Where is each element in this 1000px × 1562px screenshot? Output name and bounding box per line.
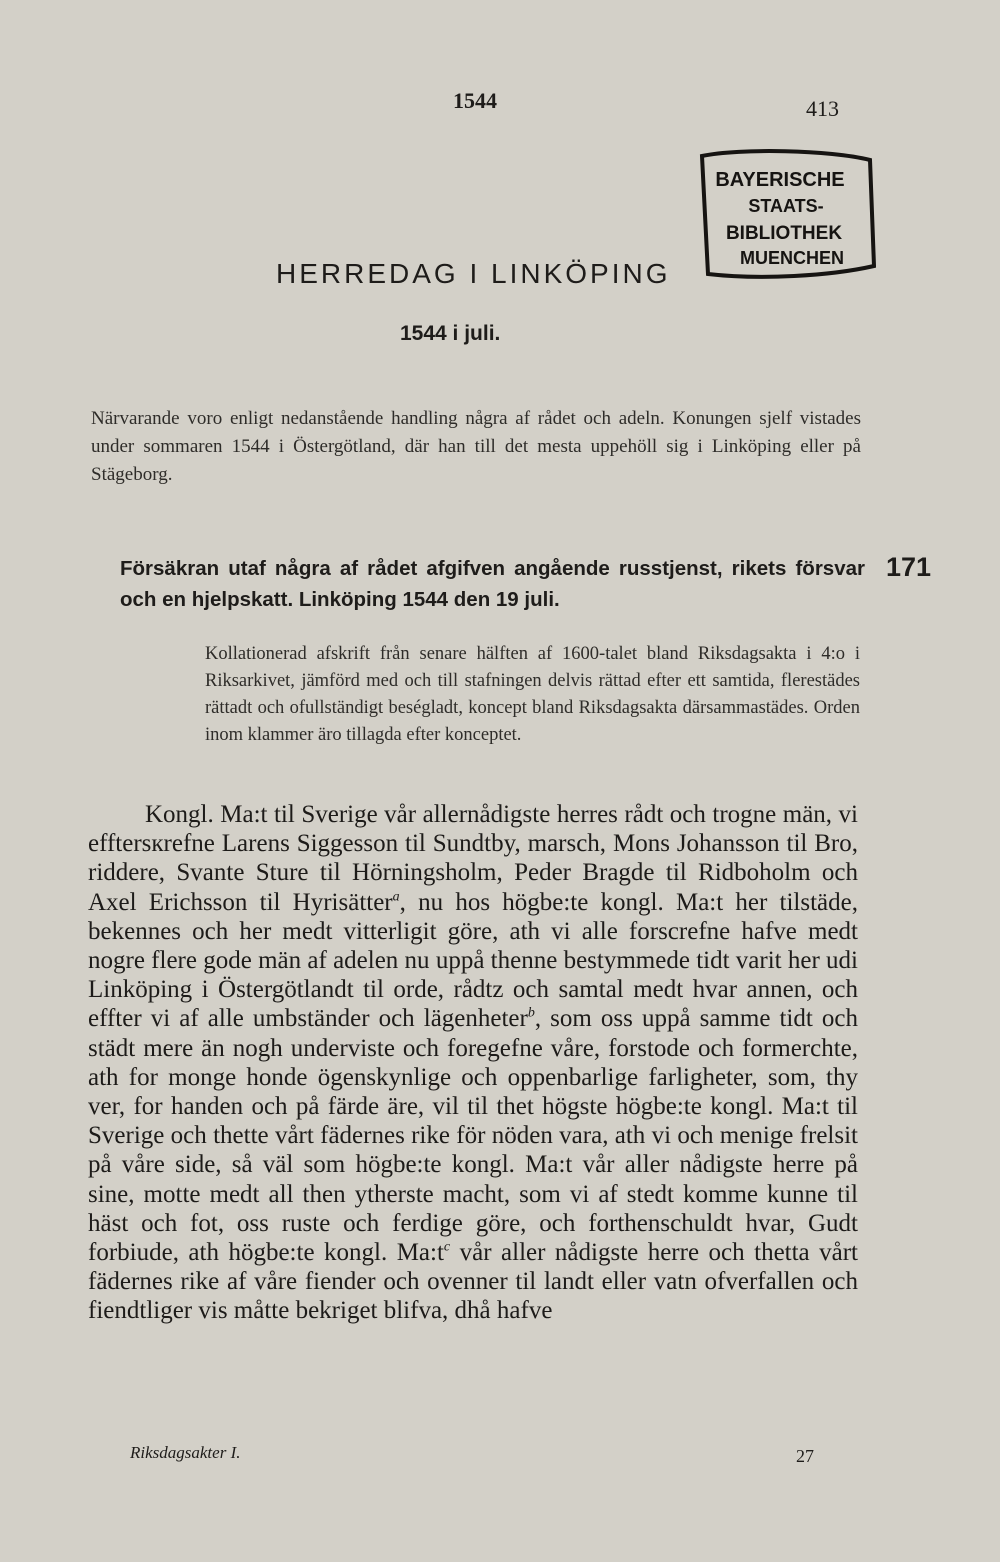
text-part-2: , nu hos högbe:te kongl. Ma:t her tilstäde, bekennes och her medt vitterligit göre, ath vi alle forscrefne hafve medt nogre flere gode män af adelen nu uppå thenne bestymmede tidt varit her udi Linköping i Östergötlandt til orde, rådtz och samtal medt hvar annen, och effter vi af alle umbständer och lägenheter bbox=[88, 888, 858, 1033]
intro-paragraph: Närvarande voro enligt nedanstående handling några af rådet och adeln. Konungen sjelf vistades under sommaren 1544 i Östergötland, där han till det mesta uppehöll sig i Linköping eller på Stägeborg. bbox=[91, 408, 861, 485]
footnote-marker-a: a bbox=[392, 889, 400, 905]
footer-sheet-number: 27 bbox=[796, 1446, 814, 1466]
document-title bbox=[120, 553, 865, 615]
document-title-line-2: försvar och en hjelpskatt. Linköping 1544 den 19 juli. bbox=[120, 557, 865, 611]
running-head-year: 1544 bbox=[453, 88, 497, 113]
stamp-line-4: MUENCHEN bbox=[739, 248, 845, 268]
footnote-marker-c: c bbox=[443, 1239, 451, 1255]
footnote-marker-b: b bbox=[527, 1006, 535, 1022]
stamp-graphic bbox=[680, 146, 876, 286]
stamp-line-2: STAATS- bbox=[748, 196, 824, 216]
footer-signature: Riksdagsakter I. bbox=[130, 1443, 241, 1462]
library-stamp bbox=[680, 146, 876, 286]
section-heading: HERREDAG I LINKÖPING bbox=[276, 258, 671, 289]
text-part-1: Kongl. Ma:t til Sverige vår allernådigste herres rådt och trogne män, vi efftersкrefne Larens Siggesson til Sundtby, marsch, Mons Johansson til Bro, riddere, Svante Sture til Hörningsholm, Peder Bragde til Ridboholm och Axel Erichsson til Hyrisätter bbox=[88, 801, 858, 916]
page-number: 413 bbox=[806, 96, 839, 121]
section-date: 1544 i juli. bbox=[400, 322, 501, 345]
document-title-line-1: Försäkran utaf några af rådet afgifven angående russtjenst, rikets bbox=[120, 557, 787, 580]
stamp-line-1: BAYERISCHE bbox=[715, 169, 845, 191]
text-part-3: , som oss uppå samme tidt och städt mere än nogh underviste och foregefne våre, forstode och formerchte, ath for monge honde ögenskynlige och oppenbarlige farligheter, som, thy ver, for handen och på färde äre, vil til thet högste högbe:te kongl. Ma:t til Sverige och thette vårt fädernes rike för nöden vara, ath vi och menige frelsit på våre side, så väl som högbe:te kongl. Ma:t vår aller nådigste herre på sine, motte medt all then ytherste macht, som vi af stedt komme kunne til häst och fot, oss ruste och ferdige göre, och forthenschuldt hvar, Gudt forbiude, ath högbe:te kongl. Ma:t bbox=[88, 1005, 858, 1267]
document-paragraph bbox=[88, 800, 858, 1326]
source-note: Kollationerad afskrift från senare hälften af 1600-talet bland Riksdagsakta i 4:o i Riksarkivet, jämförd med och till stafningen delvis rättad efter ett samtida, flerestädes rättadt och ofullständigt beségladt, koncept bland Riksdagsakta därsammastädes. Orden inom klammer äro tillagda efter konceptet. bbox=[205, 644, 860, 745]
stamp-line-3: BIBLIOTHEK bbox=[725, 223, 843, 244]
document-number: 171 bbox=[886, 552, 932, 582]
text-part-4: vår aller nådigste herre och thetta vårt fädernes rike af våre fiender och ovenner til landt eller vatn ofverfallen och fiendtliger vis måtte bekriget blifva, dhå hafve bbox=[88, 1239, 859, 1325]
document-text bbox=[88, 800, 858, 1326]
